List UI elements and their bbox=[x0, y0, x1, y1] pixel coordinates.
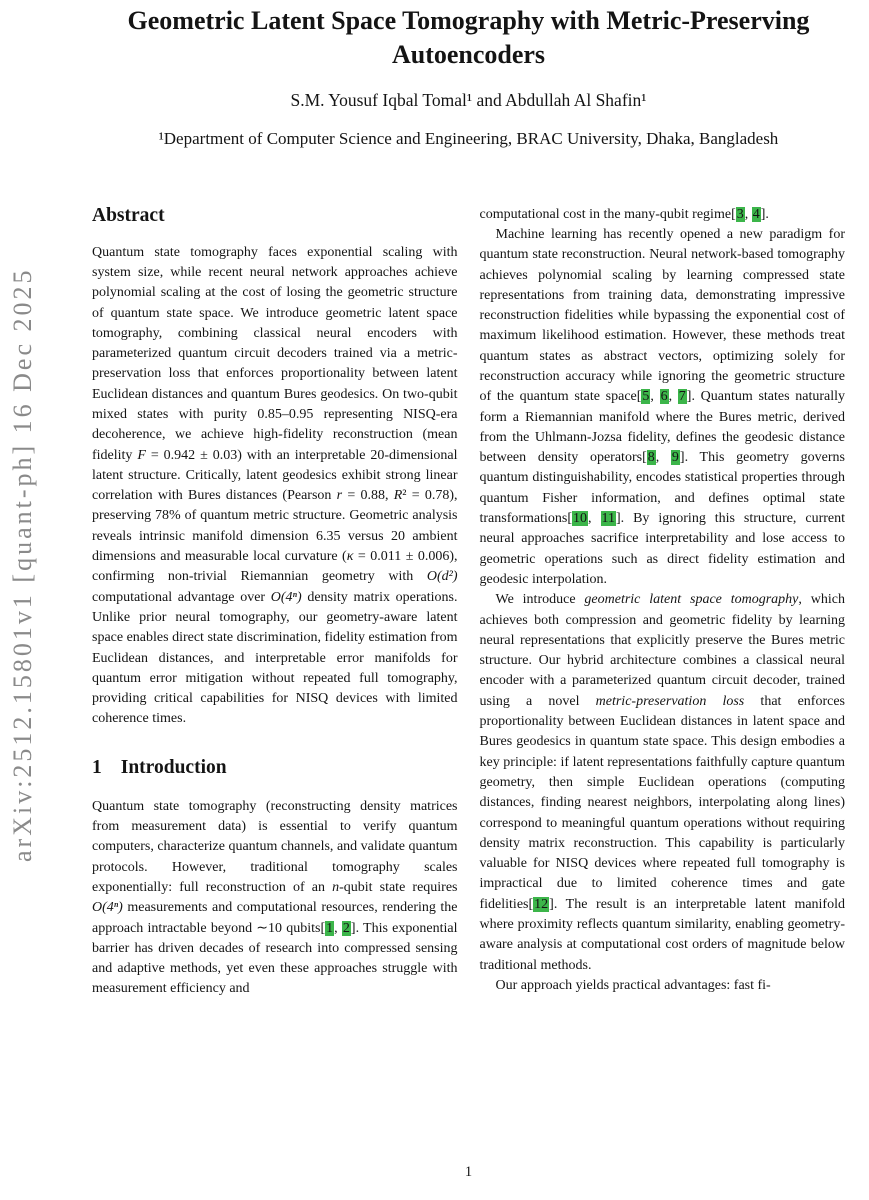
text-run: , which achieves both compression and geometric fidelity by learning neural representations that explicitly preserve the Bures metric structure. Our hybrid architecture combines a classical neural encoder with a parameterized quantum circuit decoder, trained using a novel bbox=[479, 592, 845, 709]
paragraph bbox=[480, 976, 846, 996]
affiliation-line: ¹Department of Computer Science and Engineering, BRAC University, Dhaka, Bangladesh bbox=[158, 128, 779, 148]
text-run: computational advantage over bbox=[92, 589, 271, 605]
citation-link[interactable]: 6 bbox=[660, 389, 668, 405]
abstract-body bbox=[92, 243, 458, 730]
paragraph bbox=[92, 243, 458, 730]
introduction-body bbox=[92, 797, 458, 1000]
paragraph: We introduce geometric latent space tomography, which achieves both compression and geometric fidelity by learning neural representations that explicitly preserve the Bures metric structure. Our hybrid architecture combines a classical neural encoder with a parameterized quantum circuit decoder, trained using a novel metric-preservation loss that enforces proportionality between Euclidean distances in latent space and Bures geodesics in quantum state space. This design embodies a key principle: if latent representations faithfully capture quantum geometry, then simple Euclidean operations (computing distances, finding nearest neighbors, interpolating along lines) correspond to meaningful quantum operations without requiring density matrix reconstruction. This capability is particularly valuable for NISQ devices where repeated full tomography is impractical due to limited coherence times and gate fidelities[12]. The result is an interpretable latent manifold where proximity reflects quantum similarity, enabling geometry-aware analysis at computational cost orders of magnitude below traditional methods. bbox=[479, 592, 845, 973]
text-run: metric-preservation loss bbox=[595, 693, 745, 709]
citation-link[interactable]: 10 bbox=[573, 511, 588, 527]
citation-link[interactable]: 12 bbox=[534, 896, 549, 912]
citation-link[interactable]: 3 bbox=[736, 206, 744, 222]
paper-content bbox=[92, 4, 845, 1155]
text-run: that enforces proportionality between Euclidean distances in latent space and Bures geodesics in quantum state space. This design embodies a key principle: if latent representations faithfully capture quantum geometry, then simple Euclidean operations (computing distances, finding nearest neighbors, interpolating along lines) correspond to meaningful quantum operations without requiring density matrix reconstruction. This capability is particularly valuable for NISQ devices where repeated full tomography is impractical due to limited coherence times and gate fidelities bbox=[479, 693, 845, 912]
paper-title: Geometric Latent Space Tomography with Metric-Preserving Autoencoders bbox=[127, 6, 810, 70]
section-number: 1 bbox=[92, 756, 102, 778]
text-run: . This geometry governs quantum distinguishability, encodes statistical properties through quantum Fisher information, and defines optimal state transformations bbox=[479, 450, 845, 527]
authors-line: S.M. Yousuf Iqbal Tomal¹ and Abdullah Al Shafin¹ bbox=[290, 89, 647, 110]
text-run: . By ignoring this structure, current neural approaches sacrifice interpretability and lose access to geometric operations such as direct fidelity estimation and geodesic interpolation. bbox=[479, 511, 845, 587]
text-run: Our approach yields practical advantages: fast fi- bbox=[495, 977, 771, 993]
text-run: measurements and computational resources, rendering the approach intractable beyond ∼10 qubits bbox=[92, 900, 458, 936]
inline-math: n bbox=[332, 879, 340, 895]
citation-link[interactable]: 11 bbox=[601, 511, 615, 527]
paragraph: Machine learning has recently opened a new paradigm for quantum state reconstruction. Neural network-based tomography achieves polynomial scaling by learning compressed state representations from training data, demonstrating impressive reconstruction fidelities while bypassing the exponential cost of maximum likelihood estimation. However, these methods treat quantum states as abstract vectors, optimizing solely for reconstruction accuracy while ignoring the geometric structure of the quantum state space[5, 6, 7]. Quantum states naturally form a Riemannian manifold where the Bures metric, derived from the Uhlmann-Jozsa fidelity, defines the geodesic distance between density operators[8, 9]. This geometry governs quantum distinguishability, encodes statistical properties through quantum Fisher information, and defines optimal state transformations[10, 11]. By ignoring this structure, current neural approaches sacrifice interpretability and lose access to geometric operations such as direct fidelity estimation and geodesic interpolation. bbox=[479, 226, 845, 587]
inline-math: κ bbox=[346, 549, 354, 565]
text-run: We introduce bbox=[495, 592, 585, 608]
text-run: . Quantum states naturally form a Riemannian manifold where the Bures metric, derived from the Uhlmann-Jozsa fidelity, defines the geodesic distance between density operators bbox=[479, 389, 845, 466]
text-run: = 0.942 ± 0.03) with an interpretable 20-dimensional latent structure. Critically, latent geodesics exhibit strong linear correlation with Bures distances (Pearson bbox=[92, 447, 458, 504]
inline-math: r bbox=[336, 488, 343, 504]
text-run: -qubit state requires bbox=[339, 879, 458, 895]
abstract-heading: Abstract bbox=[92, 204, 165, 226]
text-run: . bbox=[765, 206, 769, 222]
citation-link[interactable]: 9 bbox=[671, 450, 679, 466]
text-run: . The result is an interpretable latent manifold where proximity reflects quantum similarity, enabling geometry-aware analysis at computational cost orders of magnitude below traditional methods. bbox=[479, 896, 845, 973]
right-column bbox=[480, 205, 846, 1155]
paragraph: Quantum state tomography (reconstructing density matrices from measurement data) is essential to verify quantum computers, characterize quantum channels, and validate quantum protocols. However, traditional tomography scales exponentially: full reconstruction of an n-qubit state requires O(4ⁿ) measurements and computational resources, rendering the approach intractable beyond ∼10 qubits[1, 2]. This exponential barrier has driven decades of research into compressed sensing and adaptive methods, yet even these approaches struggle with measurement efficiency and bbox=[92, 798, 458, 997]
arxiv-watermark: arXiv:2512.15801v1 [quant-ph] 16 Dec 2025 bbox=[8, 267, 37, 862]
text-run: geometric latent space tomography bbox=[584, 592, 799, 608]
inline-math: O(d²) bbox=[426, 569, 458, 585]
text-run: Quantum state tomography faces exponential scaling with system size, while recent neural network approaches achieve polynomial scaling at the cost of losing the geometric structure of quantum state space. We introduce geometric latent space tomography, combining classical neural encoders with parameterized quantum circuit decoders trained via a metric-preservation loss that enforces proportionality between latent Euclidean distances and quantum Bures geodesics. On two-qubit mixed states with purity 0.85–0.95 representing NISQ-era decoherence, we achieve high-fidelity reconstruction (mean fidelity bbox=[92, 244, 458, 463]
section-title: Introduction bbox=[120, 756, 227, 778]
citation-link[interactable]: 2 bbox=[342, 920, 350, 936]
text-run: ² = 0.78), preserving 78% of quantum metric structure. Geometric analysis reveals intrinsic manifold dimension 6.35 versus 20 ambient dimensions and measurable local curvature ( bbox=[92, 488, 458, 565]
inline-math: R bbox=[393, 488, 403, 504]
right-column-body bbox=[480, 205, 846, 997]
text-run: = 0.011 ± 0.006), confirming non-trivial Riemannian geometry with bbox=[92, 549, 458, 585]
text-run: Machine learning has recently opened a new paradigm for quantum state reconstruction. Neural network-based tomography achieves polynomial scaling by learning compressed state representations from training data, demonstrating impressive reconstruction fidelities while bypassing the exponential cost of maximum likelihood estimation. However, these methods treat quantum states as abstract vectors, optimizing solely for reconstruction accuracy while ignoring the geometric structure of the quantum state space bbox=[479, 226, 845, 405]
text-run: . This exponential barrier has driven decades of research into compressed sensing and adaptive methods, yet even these approaches struggle with measurement efficiency and bbox=[92, 920, 458, 997]
inline-math: O(4ⁿ) bbox=[92, 900, 123, 916]
citation-link[interactable]: 7 bbox=[678, 389, 686, 405]
citation-link[interactable]: 1 bbox=[326, 920, 334, 936]
citation-link[interactable]: 5 bbox=[642, 389, 650, 405]
text-run: Quantum state tomography (reconstructing density matrices from measurement data) is essential to verify quantum computers, characterize quantum channels, and validate quantum protocols. However, traditional tomography scales exponentially: full reconstruction of an bbox=[92, 798, 458, 895]
text-run: density matrix operations. Unlike prior neural tomography, our geometry-aware latent space enables direct state discrimination, fidelity estimation from Euclidean distances, and interpretable error manifolds for quantum error mitigation without repeated full tomography, providing critical capabilities for NISQ devices with limited coherence times. bbox=[92, 589, 458, 727]
paragraph: computational cost in the many-qubit regime[3, 4]. bbox=[479, 206, 769, 222]
left-column bbox=[92, 205, 458, 1155]
inline-math: F bbox=[137, 447, 146, 463]
page-number: 1 bbox=[464, 1164, 473, 1180]
text-run: computational cost in the many-qubit regime bbox=[479, 206, 732, 222]
text-run: = 0.88, bbox=[342, 488, 394, 504]
citation-link[interactable]: 8 bbox=[647, 450, 655, 466]
citation-link[interactable]: 4 bbox=[752, 206, 760, 222]
two-column-body bbox=[92, 205, 845, 1155]
introduction-heading bbox=[92, 757, 458, 779]
inline-math: O(4ⁿ) bbox=[270, 589, 302, 605]
